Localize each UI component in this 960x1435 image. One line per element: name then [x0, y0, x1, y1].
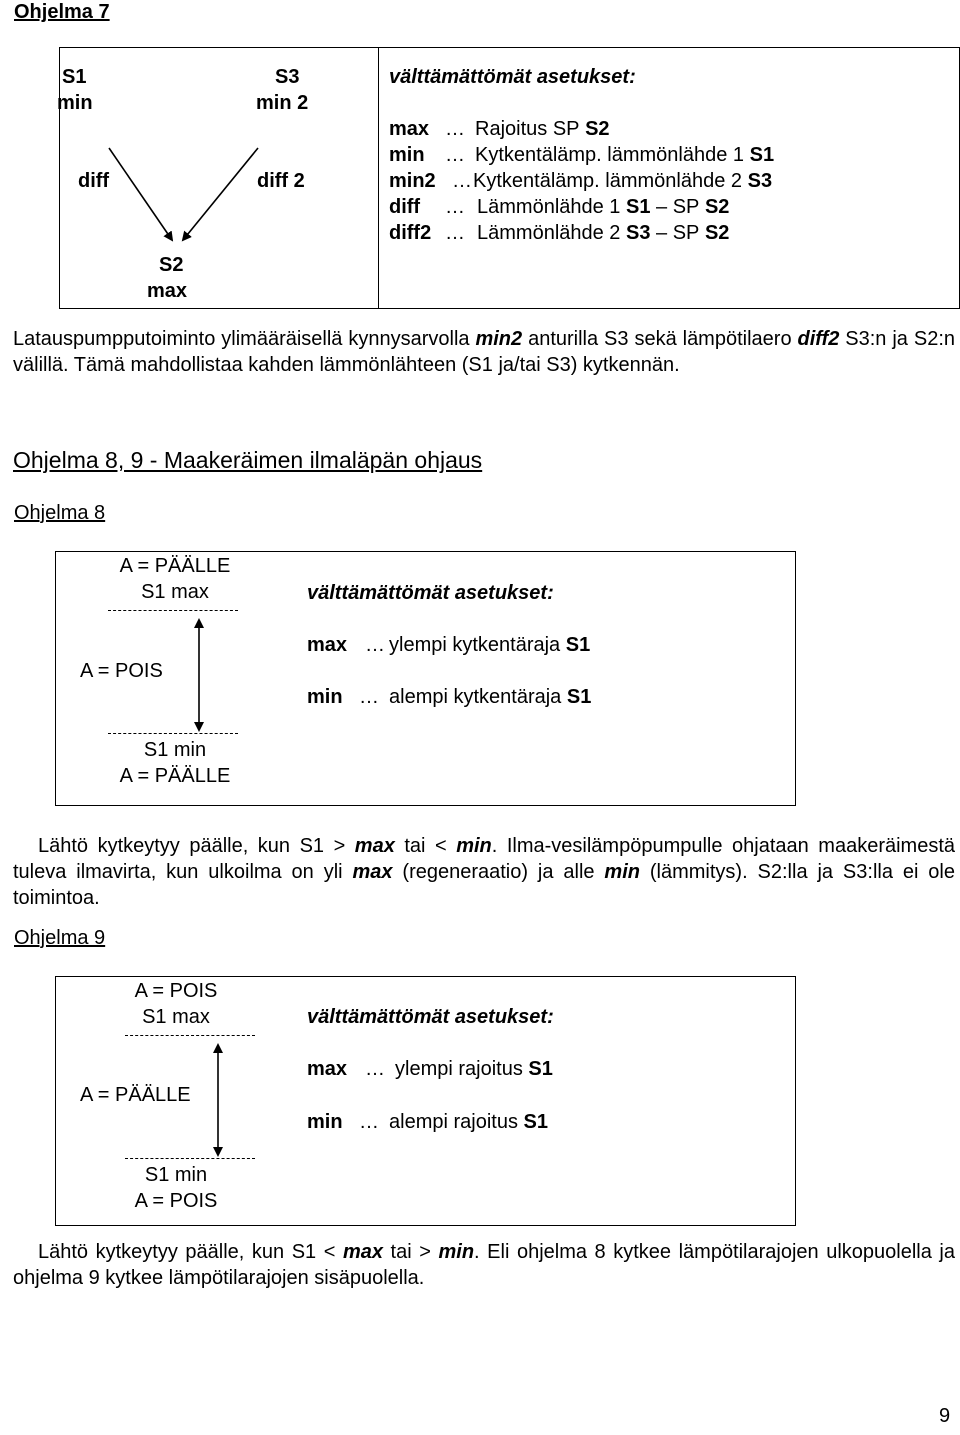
setting-text: Kytkentälämp. lämmönlähde 2: [473, 170, 743, 192]
program7-description: [13, 326, 955, 378]
program8-top-sensor: S1 max: [141, 581, 209, 603]
program7-heading: Ohjelma 7: [14, 1, 110, 23]
program9-settings-title: välttämättömät asetukset:: [307, 1006, 554, 1028]
setting-ref: S2: [585, 118, 610, 140]
setting-ref: S1: [626, 196, 651, 218]
program9-max-threshold: [125, 1035, 255, 1036]
setting-key: max: [307, 634, 348, 656]
desc-text: (regeneraatio) ja alle: [392, 861, 605, 883]
setting-key: min: [307, 686, 343, 708]
setting-key: min2: [389, 170, 436, 192]
diff-label: diff: [78, 170, 110, 192]
setting-text: alempi kytkentäraja: [389, 686, 562, 708]
setting-sep: …: [445, 196, 465, 218]
setting-key: max: [307, 1058, 348, 1080]
setting-text: Lämmönlähde 1: [477, 196, 621, 218]
setting-text2: – SP: [656, 222, 700, 244]
program9-setting-row: [307, 1109, 548, 1135]
setting-sep: …: [365, 1058, 385, 1080]
s1-min-label: min: [57, 92, 93, 114]
s1-label: S1: [62, 66, 87, 88]
desc-emphasis: min2: [475, 328, 523, 350]
desc-text: tai >: [383, 1241, 439, 1263]
setting-ref: S1: [565, 634, 591, 656]
program7-settings-title: välttämättömät asetukset:: [389, 66, 636, 88]
s2-label: S2: [159, 254, 184, 276]
setting-sep: …: [359, 686, 379, 708]
desc-text: anturilla S3 sekä lämpötilaero: [522, 328, 798, 350]
desc-emphasis: max: [354, 835, 395, 857]
setting-key: min: [307, 1111, 343, 1133]
setting-text: Rajoitus SP: [475, 118, 580, 140]
s2-max-label: max: [147, 280, 188, 302]
program7-setting-row: [389, 116, 610, 142]
desc-emphasis: max: [342, 1241, 383, 1263]
program9-middle-state: A = PÄÄLLE: [80, 1084, 191, 1106]
setting-ref: S1: [528, 1058, 553, 1080]
desc-text: Lähtö kytkeytyy päälle, kun S1 <: [38, 1241, 343, 1263]
setting-key: min: [389, 144, 425, 166]
program7-setting-row: [389, 142, 774, 168]
program7-setting-row: [389, 220, 729, 246]
setting-ref: S1: [523, 1111, 548, 1133]
setting-text: Kytkentälämp. lämmönlähde 1: [475, 144, 745, 166]
program7-setting-row: [389, 194, 729, 220]
setting-text2: – SP: [656, 196, 700, 218]
program8-setting-row: [307, 632, 590, 658]
program9-top-sensor: S1 max: [142, 1006, 210, 1028]
setting-text: ylempi kytkentäraja: [389, 634, 561, 656]
desc-text: . Ilma-vesilämpöpumpulle ohjataan maakeräimestä tuleva ilmavirta, kun ulkoilma on yli: [13, 835, 956, 883]
diff2-label: diff 2: [257, 170, 305, 192]
setting-ref: S1: [749, 144, 775, 166]
setting-ref: S1: [566, 686, 592, 708]
setting-ref: S3: [626, 222, 651, 244]
s3-min-label: min 2: [256, 92, 309, 114]
program8-middle-state: A = POIS: [80, 660, 163, 682]
setting-sep: …: [365, 634, 385, 656]
diff2-arrow: [183, 148, 258, 240]
setting-sep: …: [445, 144, 465, 166]
page-number: 9: [939, 1405, 951, 1427]
desc-text: S3:n ja S2:n välillä. Tämä mahdollistaa kahden lämmönlähteen (S1 ja/tai S3) kytkennän.: [13, 328, 955, 376]
section-heading: Ohjelma 8, 9 - Maakeräimen ilmaläpän ohjaus: [13, 447, 483, 473]
program9-bottom-sensor: S1 min: [144, 1164, 208, 1186]
desc-emphasis: min: [438, 1241, 475, 1263]
program8-top-state: A = PÄÄLLE: [119, 555, 231, 577]
setting-text: ylempi rajoitus: [395, 1058, 523, 1080]
program9-top-state: A = POIS: [134, 980, 218, 1002]
setting-key: max: [389, 118, 430, 140]
setting-key: diff: [389, 196, 421, 218]
s3-label: S3: [275, 66, 300, 88]
setting-ref2: S2: [704, 222, 730, 244]
program8-bottom-state: A = PÄÄLLE: [119, 765, 231, 787]
desc-text: Latauspumpputoiminto ylimääräisellä kynnysarvolla: [13, 328, 476, 350]
desc-text: (lämmitys). S2:lla ja S3:lla ei ole toimintoa.: [13, 861, 955, 909]
program9-description: [13, 1239, 955, 1291]
setting-sep: …: [359, 1111, 379, 1133]
diff-arrow: [109, 148, 172, 240]
desc-text: tai <: [394, 835, 457, 857]
setting-text: alempi rajoitus: [389, 1111, 518, 1133]
program8-min-threshold: [108, 733, 238, 734]
program9-bottom-state: A = POIS: [134, 1190, 218, 1212]
program8-max-threshold: [108, 610, 238, 611]
program7-setting-row: [389, 168, 772, 194]
program9-setting-row: [307, 1056, 553, 1082]
desc-text: Lähtö kytkeytyy päälle, kun S1 >: [38, 835, 355, 857]
setting-sep: …: [445, 222, 465, 244]
setting-key: diff2: [389, 222, 432, 244]
program8-setting-row: [307, 684, 591, 710]
setting-ref: S3: [747, 170, 773, 192]
setting-sep: …: [452, 170, 472, 192]
desc-emphasis: max: [352, 861, 393, 883]
desc-emphasis: diff2: [797, 328, 840, 350]
setting-sep: …: [445, 118, 465, 140]
program9-min-threshold: [125, 1158, 255, 1159]
desc-emphasis: min: [604, 861, 640, 883]
desc-emphasis: min: [456, 835, 492, 857]
setting-text: Lämmönlähde 2: [477, 222, 621, 244]
program8-settings-title: välttämättömät asetukset:: [307, 582, 554, 604]
program8-description: [13, 833, 955, 911]
program8-bottom-sensor: S1 min: [143, 739, 207, 761]
program8-heading: Ohjelma 8: [14, 502, 106, 524]
setting-ref2: S2: [704, 196, 730, 218]
program9-heading: Ohjelma 9: [14, 927, 106, 949]
desc-text: . Eli ohjelma 8 kytkee lämpötilarajojen ulkopuolella ja ohjelma 9 kytkee lämpötilarajojen sisäpuolella.: [13, 1241, 955, 1289]
